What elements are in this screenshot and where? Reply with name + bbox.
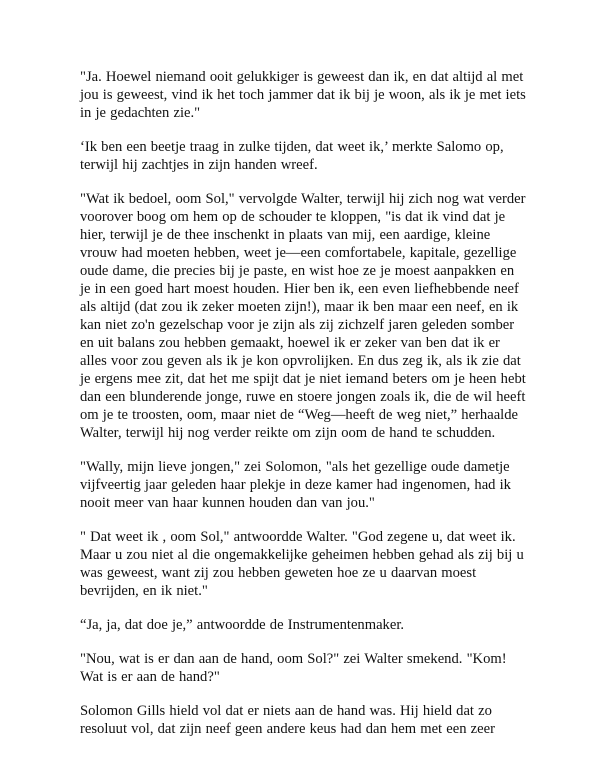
paragraph: "Wally, mijn lieve jongen," zei Solomon, "als het gezellige oude dametje vijfveertig jaar geleden haar plekje in deze kamer had ingenomen, had ik nooit meer van haar kunnen houden dan van jou." (80, 459, 511, 511)
paragraph: ‘Ik ben een beetje traag in zulke tijden, dat weet ik,’ merkte Salomo op, terwijl hij zachtjes in zijn handen wreef. (80, 139, 504, 173)
paragraph: "Nou, wat is er dan aan de hand, oom Sol?" zei Walter smekend. "Kom! Wat is er aan de hand?" (80, 651, 507, 685)
paragraph: "Wat ik bedoel, oom Sol," vervolgde Walter, terwijl hij zich nog wat verder voorover boog om hem op de schouder te kloppen, "is dat ik vind dat je hier, terwijl je de thee inschenkt in plaats van mij, een aardige, kleine vrouw had moeten hebben, weet je—een comfortabele, kapitale, gezellige oude dame, die precies bij je paste, en wist hoe ze je moest aanpakken en je in een goed hart moest houden. Hier ben ik, een even liefhebbende neef als altijd (dat zou ik zeker moeten zijn!), maar ik ben maar een neef, en ik kan niet zo'n gezelschap voor je zijn als zij zichzelf jaren geleden somber en uit balans zou hebben gemaakt, hoewel ik er zeker van ben dat ik er alles voor zou geven als ik je kon opvrolijken. En dus zeg ik, als ik zie dat je ergens mee zit, dat het me spijt dat je niet iemand beters om je heen hebt dan een blunderende jonge, ruwe en stoere jongen zoals ik, die de wil heeft om je te troosten, oom, maar niet de “Weg—heeft de weg niet,” herhaalde Walter, terwijl hij nog verder reikte om zijn oom de hand te schudden. (80, 191, 526, 441)
paragraph: "Ja. Hoewel niemand ooit gelukkiger is geweest dan ik, en dat altijd al met jou is geweest, vind ik het toch jammer dat ik bij je woon, als ik je met iets in je gedachten zie." (80, 69, 526, 121)
paragraph: " Dat weet ik , oom Sol," antwoordde Walter. "God zegene u, dat weet ik. Maar u zou niet al die ongemakkelijke geheimen hebben gehad als zij bij u was geweest, want zij zou hebben geweten hoe ze u daarvan moest bevrijden, en ik niet." (80, 529, 524, 599)
document-body (80, 68, 526, 754)
paragraph: Solomon Gills hield vol dat er niets aan de hand was. Hij hield dat zo resoluut vol, dat zijn neef geen andere keus had dan hem met een zeer (80, 703, 495, 737)
paragraph: “Ja, ja, dat doe je,” antwoordde de Instrumentenmaker. (80, 617, 405, 633)
